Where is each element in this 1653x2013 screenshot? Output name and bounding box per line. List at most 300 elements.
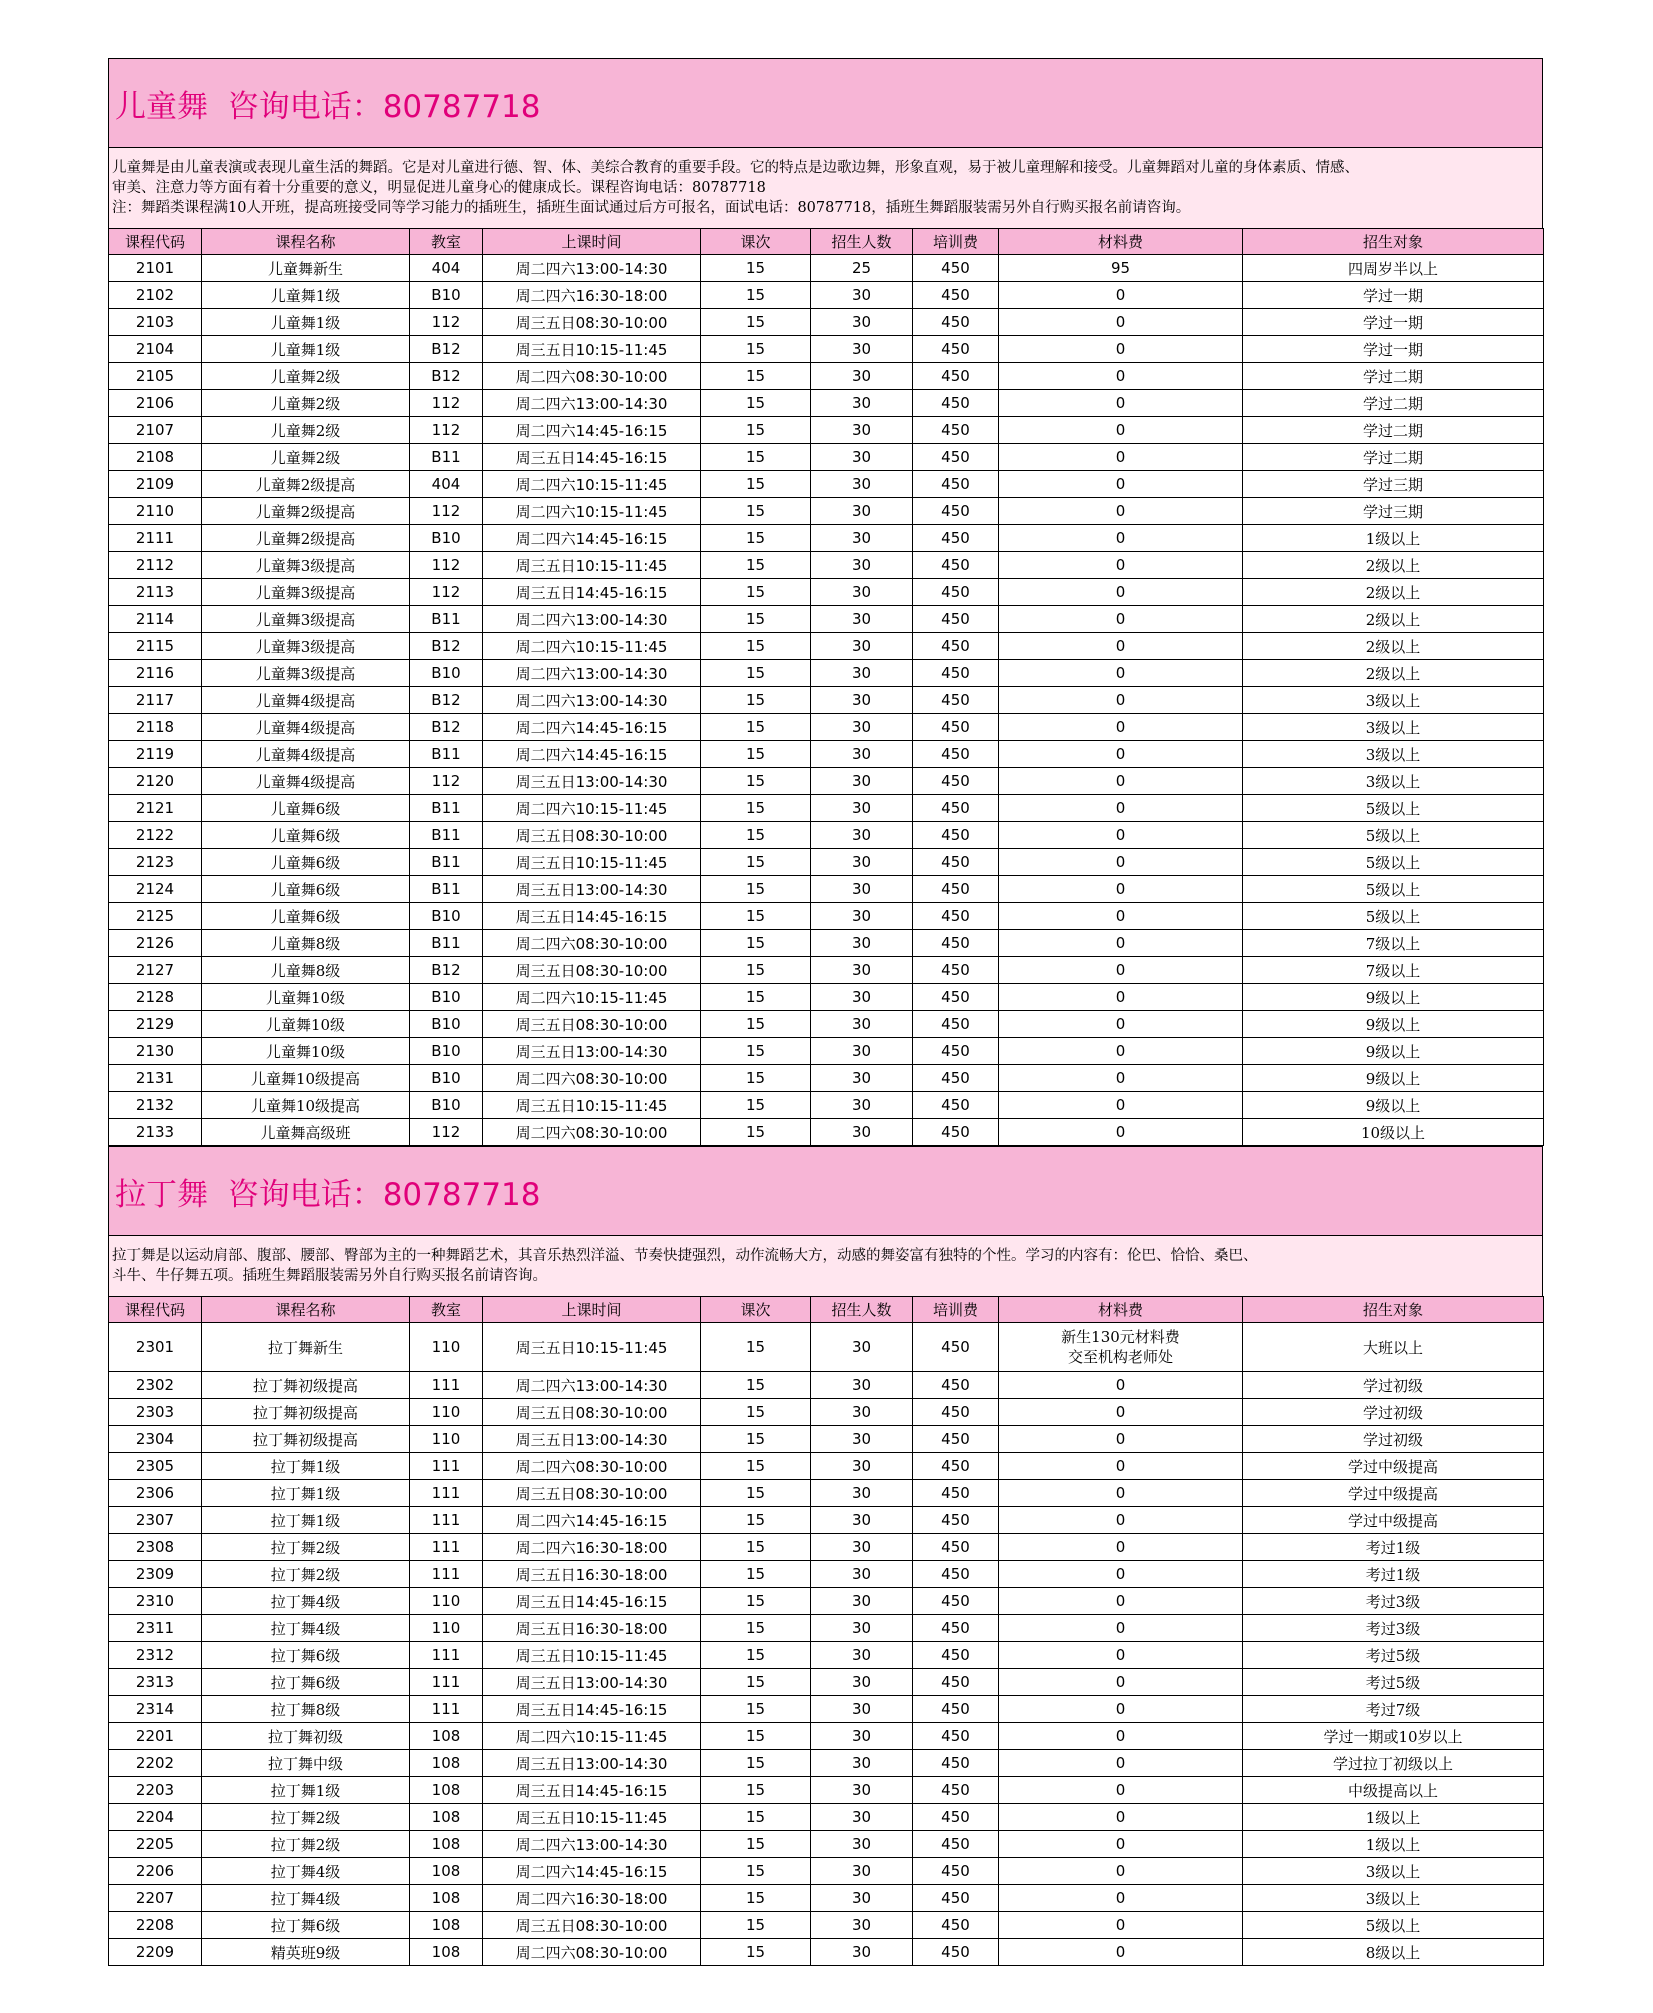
table-header-row [109, 229, 1544, 255]
table-cell: 450 [913, 444, 999, 471]
table-cell: 450 [913, 1507, 999, 1534]
table-row [109, 768, 1544, 795]
table-cell: 450 [913, 741, 999, 768]
table-cell: 15 [701, 390, 811, 417]
table-cell: 考过1级 [1243, 1534, 1544, 1561]
table-cell: 周三五日10:15-11:45 [483, 849, 701, 876]
table-cell: 30 [811, 444, 913, 471]
table-cell: 450 [913, 336, 999, 363]
column-header: 材料费 [999, 229, 1243, 255]
table-cell: 周三五日13:00-14:30 [483, 876, 701, 903]
table-cell: 30 [811, 984, 913, 1011]
course-schedule-sheet [108, 58, 1543, 1966]
table-cell: 450 [913, 1642, 999, 1669]
table-cell: 0 [999, 714, 1243, 741]
table-cell: 9级以上 [1243, 984, 1544, 1011]
table-cell: 周二四六13:00-14:30 [483, 1831, 701, 1858]
table-cell: 0 [999, 1534, 1243, 1561]
course-table [108, 228, 1544, 1146]
table-cell: 15 [701, 930, 811, 957]
table-cell: 拉丁舞1级 [202, 1453, 410, 1480]
table-cell: 450 [913, 876, 999, 903]
table-cell: 30 [811, 957, 913, 984]
table-cell: 112 [410, 498, 483, 525]
table-cell: 111 [410, 1480, 483, 1507]
table-cell: 30 [811, 633, 913, 660]
table-cell: 5级以上 [1243, 876, 1544, 903]
table-cell: 2133 [109, 1119, 202, 1146]
table-row [109, 984, 1544, 1011]
table-header-row [109, 1297, 1544, 1323]
table-cell: 2109 [109, 471, 202, 498]
table-cell: 周三五日14:45-16:15 [483, 903, 701, 930]
table-cell: 450 [913, 687, 999, 714]
table-cell: 周三五日08:30-10:00 [483, 1480, 701, 1507]
table-row [109, 579, 1544, 606]
column-header: 上课时间 [483, 229, 701, 255]
table-cell: 学过一期 [1243, 282, 1544, 309]
table-cell: 周三五日16:30-18:00 [483, 1561, 701, 1588]
table-cell: 2126 [109, 930, 202, 957]
table-cell: 15 [701, 1939, 811, 1966]
table-cell: 15 [701, 606, 811, 633]
description-line: 斗牛、牛仔舞五项。插班生舞蹈服装需另外自行购买报名前请咨询。 [112, 1268, 547, 1284]
table-cell: 2118 [109, 714, 202, 741]
table-row [109, 822, 1544, 849]
table-cell: 111 [410, 1642, 483, 1669]
table-cell: 2304 [109, 1426, 202, 1453]
table-cell: 9级以上 [1243, 1038, 1544, 1065]
table-cell: 周三五日13:00-14:30 [483, 1426, 701, 1453]
table-cell: 学过中级提高 [1243, 1507, 1544, 1534]
table-cell: B10 [410, 1092, 483, 1119]
table-cell: 2级以上 [1243, 660, 1544, 687]
table-cell: 15 [701, 1885, 811, 1912]
table-cell: 周三五日13:00-14:30 [483, 1038, 701, 1065]
table-cell: 450 [913, 1561, 999, 1588]
table-cell: 2113 [109, 579, 202, 606]
table-cell: 2103 [109, 309, 202, 336]
table-cell: 30 [811, 1092, 913, 1119]
table-cell: 周三五日14:45-16:15 [483, 1588, 701, 1615]
table-cell: 450 [913, 1323, 999, 1372]
table-cell: 0 [999, 633, 1243, 660]
table-cell: 8级以上 [1243, 1939, 1544, 1966]
table-cell: 3级以上 [1243, 1858, 1544, 1885]
description-line: 拉丁舞是以运动肩部、腹部、腰部、臀部为主的一种舞蹈艺术，其音乐热烈洋溢、节奏快捷强烈，动作流畅大方，动感的舞姿富有独特的个性。学习的内容有：伦巴、恰恰、桑巴、 [112, 1248, 1258, 1264]
table-cell: 儿童舞4级提高 [202, 687, 410, 714]
table-cell: 0 [999, 363, 1243, 390]
table-cell: 0 [999, 282, 1243, 309]
table-cell: 15 [701, 1480, 811, 1507]
table-cell: B10 [410, 1065, 483, 1092]
table-cell: 周三五日14:45-16:15 [483, 1696, 701, 1723]
table-cell: 考过5级 [1243, 1669, 1544, 1696]
table-cell: 30 [811, 795, 913, 822]
table-cell: 450 [913, 498, 999, 525]
table-cell: 周三五日10:15-11:45 [483, 552, 701, 579]
table-row [109, 255, 1544, 282]
table-cell: 0 [999, 1885, 1243, 1912]
table-cell: 学过二期 [1243, 444, 1544, 471]
table-cell: 拉丁舞6级 [202, 1642, 410, 1669]
table-cell: 拉丁舞2级 [202, 1804, 410, 1831]
table-cell: 周二四六13:00-14:30 [483, 1372, 701, 1399]
table-cell: 15 [701, 876, 811, 903]
table-cell: 111 [410, 1696, 483, 1723]
table-row [109, 795, 1544, 822]
table-cell: 112 [410, 579, 483, 606]
table-cell: 450 [913, 1615, 999, 1642]
table-cell: 拉丁舞1级 [202, 1507, 410, 1534]
table-cell: 2107 [109, 417, 202, 444]
table-cell: 四周岁半以上 [1243, 255, 1544, 282]
table-cell: 周二四六14:45-16:15 [483, 714, 701, 741]
table-cell: 3级以上 [1243, 741, 1544, 768]
table-cell: 周二四六08:30-10:00 [483, 1119, 701, 1146]
table-cell: 450 [913, 579, 999, 606]
table-cell: 0 [999, 687, 1243, 714]
table-cell: 30 [811, 1777, 913, 1804]
table-cell: 儿童舞2级 [202, 363, 410, 390]
table-cell: 考过3级 [1243, 1615, 1544, 1642]
table-row [109, 1831, 1544, 1858]
table-cell: 周二四六10:15-11:45 [483, 1723, 701, 1750]
table-cell: 2级以上 [1243, 552, 1544, 579]
table-cell: 7级以上 [1243, 957, 1544, 984]
table-cell: 2105 [109, 363, 202, 390]
table-cell: 儿童舞高级班 [202, 1119, 410, 1146]
table-cell: 450 [913, 1858, 999, 1885]
table-cell: 30 [811, 498, 913, 525]
table-cell: 30 [811, 1831, 913, 1858]
table-cell: 儿童舞6级 [202, 849, 410, 876]
table-cell: 0 [999, 1831, 1243, 1858]
table-cell: B11 [410, 849, 483, 876]
table-cell: 周二四六08:30-10:00 [483, 1065, 701, 1092]
table-cell: 110 [410, 1399, 483, 1426]
table-cell: 30 [811, 1065, 913, 1092]
table-cell: 15 [701, 1723, 811, 1750]
table-cell: 5级以上 [1243, 849, 1544, 876]
table-cell: 450 [913, 1453, 999, 1480]
table-cell: 30 [811, 552, 913, 579]
table-cell: 450 [913, 1534, 999, 1561]
table-cell: 2303 [109, 1399, 202, 1426]
table-cell: 0 [999, 1804, 1243, 1831]
table-cell: 450 [913, 1669, 999, 1696]
table-cell: 30 [811, 714, 913, 741]
table-row [109, 957, 1544, 984]
table-cell: 450 [913, 714, 999, 741]
table-cell: B11 [410, 444, 483, 471]
table-cell: 0 [999, 768, 1243, 795]
table-cell: 2203 [109, 1777, 202, 1804]
table-cell: 450 [913, 930, 999, 957]
table-cell: 15 [701, 579, 811, 606]
table-cell: 考过3级 [1243, 1588, 1544, 1615]
table-cell: 112 [410, 309, 483, 336]
table-cell: 儿童舞1级 [202, 309, 410, 336]
table-cell: 30 [811, 1885, 913, 1912]
table-row [109, 849, 1544, 876]
table-cell: 儿童舞3级提高 [202, 552, 410, 579]
table-cell: 儿童舞2级 [202, 444, 410, 471]
table-cell: 2131 [109, 1065, 202, 1092]
table-cell: 大班以上 [1243, 1323, 1544, 1372]
table-cell: 拉丁舞初级提高 [202, 1426, 410, 1453]
column-header: 招生人数 [811, 229, 913, 255]
table-cell: 2130 [109, 1038, 202, 1065]
table-row [109, 1588, 1544, 1615]
table-cell: 2121 [109, 795, 202, 822]
table-cell: 450 [913, 471, 999, 498]
table-cell: 2310 [109, 1588, 202, 1615]
table-cell: 周二四六14:45-16:15 [483, 1858, 701, 1885]
table-cell: 0 [999, 1642, 1243, 1669]
column-header: 课程代码 [109, 1297, 202, 1323]
table-cell: 450 [913, 1480, 999, 1507]
table-cell: 2级以上 [1243, 579, 1544, 606]
table-cell: 周三五日10:15-11:45 [483, 1323, 701, 1372]
table-cell: 30 [811, 1399, 913, 1426]
table-cell: 15 [701, 1372, 811, 1399]
table-cell: 中级提高以上 [1243, 1777, 1544, 1804]
table-cell: 周二四六13:00-14:30 [483, 255, 701, 282]
table-cell: 0 [999, 1750, 1243, 1777]
table-cell: 30 [811, 1858, 913, 1885]
table-cell: 学过中级提高 [1243, 1480, 1544, 1507]
table-cell: 考过5级 [1243, 1642, 1544, 1669]
table-cell: 拉丁舞4级 [202, 1858, 410, 1885]
table-cell: 30 [811, 1804, 913, 1831]
table-cell: 111 [410, 1507, 483, 1534]
table-cell: 拉丁舞2级 [202, 1534, 410, 1561]
table-cell: 95 [999, 255, 1243, 282]
column-header: 教室 [410, 229, 483, 255]
table-row [109, 1561, 1544, 1588]
table-cell: 0 [999, 1092, 1243, 1119]
table-cell: 0 [999, 903, 1243, 930]
table-cell: 学过三期 [1243, 498, 1544, 525]
table-cell: 450 [913, 1092, 999, 1119]
table-cell: 15 [701, 741, 811, 768]
column-header: 培训费 [913, 229, 999, 255]
table-cell: 450 [913, 1038, 999, 1065]
table-cell: 15 [701, 1534, 811, 1561]
table-row [109, 1858, 1544, 1885]
table-cell: 15 [701, 363, 811, 390]
table-cell: 15 [701, 1092, 811, 1119]
table-cell: 30 [811, 525, 913, 552]
table-cell: 30 [811, 687, 913, 714]
table-cell: 15 [701, 687, 811, 714]
table-cell: 0 [999, 822, 1243, 849]
table-cell: 5级以上 [1243, 822, 1544, 849]
table-cell: 0 [999, 525, 1243, 552]
table-cell: 2111 [109, 525, 202, 552]
table-cell: 30 [811, 1426, 913, 1453]
cell-line: 交至机构老师处 [1067, 1348, 1173, 1366]
table-row [109, 687, 1544, 714]
table-cell: 30 [811, 1750, 913, 1777]
table-cell: 2101 [109, 255, 202, 282]
table-cell: 1级以上 [1243, 525, 1544, 552]
table-cell: 2115 [109, 633, 202, 660]
table-cell: 111 [410, 1453, 483, 1480]
table-cell: 450 [913, 1696, 999, 1723]
table-cell: 儿童舞10级提高 [202, 1092, 410, 1119]
table-row [109, 525, 1544, 552]
table-cell: 450 [913, 255, 999, 282]
table-cell: 周三五日10:15-11:45 [483, 336, 701, 363]
table-row [109, 1777, 1544, 1804]
table-cell: 周三五日14:45-16:15 [483, 1777, 701, 1804]
table-cell: 30 [811, 282, 913, 309]
table-cell: 15 [701, 1669, 811, 1696]
table-cell: 周三五日08:30-10:00 [483, 309, 701, 336]
table-cell: 450 [913, 552, 999, 579]
table-cell: 拉丁舞2级 [202, 1561, 410, 1588]
table-cell: 0 [999, 1561, 1243, 1588]
table-cell: 404 [410, 255, 483, 282]
table-cell: 0 [999, 1011, 1243, 1038]
table-cell: 15 [701, 1507, 811, 1534]
table-row [109, 1723, 1544, 1750]
table-cell: 15 [701, 1399, 811, 1426]
table-cell: B11 [410, 606, 483, 633]
table-cell: 2119 [109, 741, 202, 768]
table-cell: B12 [410, 714, 483, 741]
table-cell: 周三五日08:30-10:00 [483, 1399, 701, 1426]
table-cell: 15 [701, 1011, 811, 1038]
table-cell: 112 [410, 417, 483, 444]
table-row [109, 1092, 1544, 1119]
table-cell: 30 [811, 1323, 913, 1372]
table-cell: 450 [913, 417, 999, 444]
table-cell: 拉丁舞初级 [202, 1723, 410, 1750]
section-title: 儿童舞 咨询电话：80787718 [108, 58, 1543, 148]
table-cell: 15 [701, 255, 811, 282]
table-cell: 112 [410, 768, 483, 795]
course-table [108, 1296, 1544, 1966]
table-cell: B10 [410, 1038, 483, 1065]
table-cell: B11 [410, 876, 483, 903]
table-row [109, 1453, 1544, 1480]
table-cell: 拉丁舞中级 [202, 1750, 410, 1777]
table-row [109, 1323, 1544, 1372]
table-cell: 0 [999, 1615, 1243, 1642]
table-row [109, 1885, 1544, 1912]
table-cell: 3级以上 [1243, 714, 1544, 741]
table-cell: 30 [811, 1372, 913, 1399]
column-header: 教室 [410, 1297, 483, 1323]
table-cell: B11 [410, 822, 483, 849]
table-cell: 15 [701, 1642, 811, 1669]
table-cell: 30 [811, 1480, 913, 1507]
table-row [109, 714, 1544, 741]
table-cell: 30 [811, 1119, 913, 1146]
table-cell: 周二四六13:00-14:30 [483, 660, 701, 687]
table-cell: 15 [701, 633, 811, 660]
table-cell: 周三五日10:15-11:45 [483, 1804, 701, 1831]
table-cell: 周三五日10:15-11:45 [483, 1642, 701, 1669]
table-cell: 450 [913, 1065, 999, 1092]
table-cell: 450 [913, 1750, 999, 1777]
table-cell: 儿童舞10级提高 [202, 1065, 410, 1092]
table-cell: 考过1级 [1243, 1561, 1544, 1588]
table-cell: 30 [811, 1696, 913, 1723]
table-cell: 2级以上 [1243, 606, 1544, 633]
table-cell: 周三五日16:30-18:00 [483, 1615, 701, 1642]
table-cell: 15 [701, 471, 811, 498]
table-cell: 周二四六08:30-10:00 [483, 930, 701, 957]
table-cell: 0 [999, 1372, 1243, 1399]
table-cell: 9级以上 [1243, 1065, 1544, 1092]
table-row [109, 471, 1544, 498]
table-cell: 30 [811, 741, 913, 768]
table-cell: 学过三期 [1243, 471, 1544, 498]
column-header: 课程名称 [202, 229, 410, 255]
table-cell: 110 [410, 1615, 483, 1642]
table-cell: 0 [999, 849, 1243, 876]
table-cell: 450 [913, 768, 999, 795]
table-row [109, 633, 1544, 660]
table-row [109, 363, 1544, 390]
table-cell: 学过拉丁初级以上 [1243, 1750, 1544, 1777]
table-cell: 0 [999, 741, 1243, 768]
table-cell: 111 [410, 1669, 483, 1696]
table-cell: 108 [410, 1858, 483, 1885]
table-cell: 0 [999, 984, 1243, 1011]
table-cell: 2128 [109, 984, 202, 1011]
table-row [109, 1038, 1544, 1065]
table-row [109, 1750, 1544, 1777]
table-cell: 111 [410, 1561, 483, 1588]
column-header: 上课时间 [483, 1297, 701, 1323]
table-row [109, 1696, 1544, 1723]
table-cell: 15 [701, 1119, 811, 1146]
table-cell: 2302 [109, 1372, 202, 1399]
column-header: 招生人数 [811, 1297, 913, 1323]
table-cell: 2114 [109, 606, 202, 633]
table-cell: 108 [410, 1750, 483, 1777]
table-cell: 2306 [109, 1480, 202, 1507]
table-cell: 0 [999, 552, 1243, 579]
table-cell: 儿童舞10级 [202, 1011, 410, 1038]
table-row [109, 498, 1544, 525]
table-cell: 2204 [109, 1804, 202, 1831]
table-cell: 儿童舞2级提高 [202, 471, 410, 498]
table-cell: 30 [811, 336, 913, 363]
table-cell: 2116 [109, 660, 202, 687]
table-cell: 2117 [109, 687, 202, 714]
table-cell: 15 [701, 444, 811, 471]
table-cell: 108 [410, 1885, 483, 1912]
table-cell: 2127 [109, 957, 202, 984]
table-cell: 450 [913, 1831, 999, 1858]
table-cell: 15 [701, 309, 811, 336]
table-cell: 15 [701, 1038, 811, 1065]
table-cell: 10级以上 [1243, 1119, 1544, 1146]
table-cell: 2311 [109, 1615, 202, 1642]
table-cell: B10 [410, 660, 483, 687]
table-cell: 0 [999, 309, 1243, 336]
table-cell: 拉丁舞4级 [202, 1615, 410, 1642]
table-cell: 450 [913, 1804, 999, 1831]
table-row [109, 741, 1544, 768]
table-cell: 30 [811, 768, 913, 795]
